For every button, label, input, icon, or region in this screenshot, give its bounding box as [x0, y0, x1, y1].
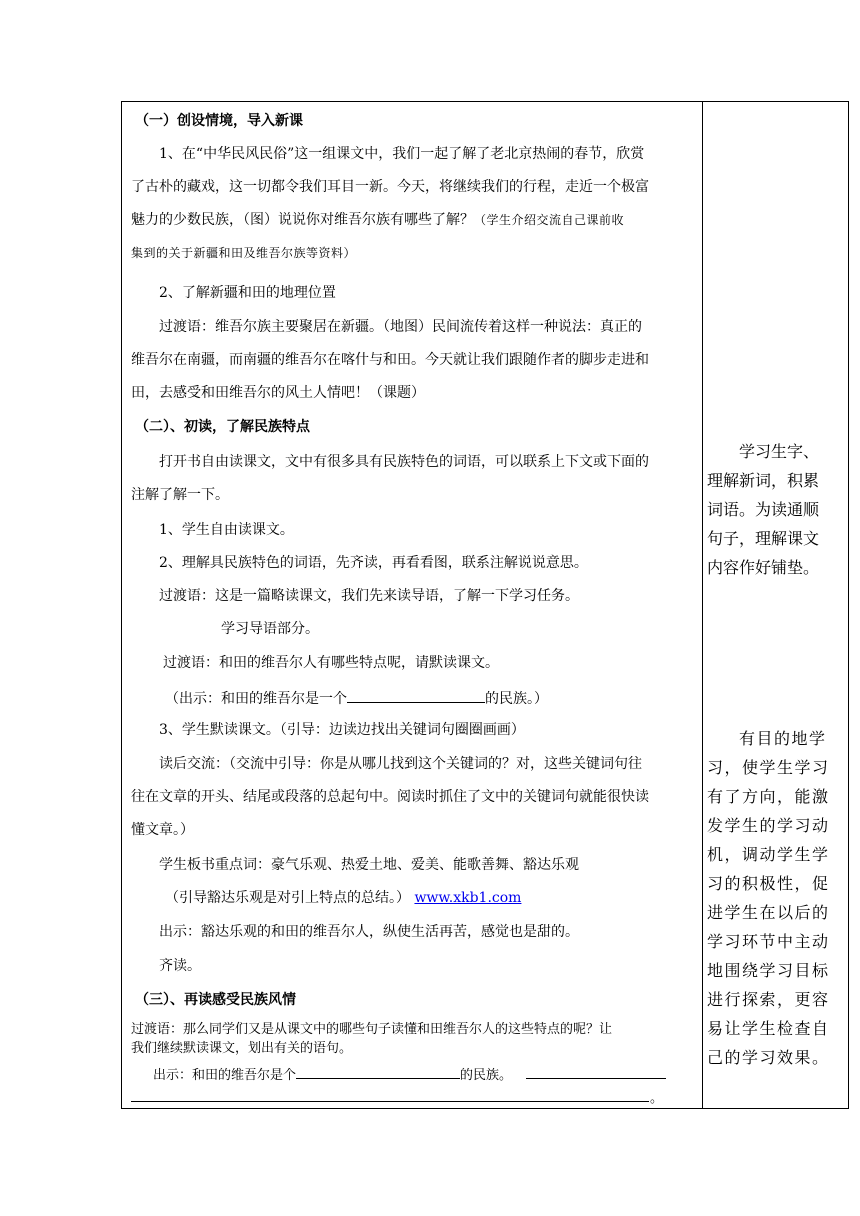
section3-transition-line1: 过渡语：那么同学们又是从课文中的哪些句子读懂和田维吾尔人的这些特点的呢？让: [131, 1022, 613, 1037]
note2-line: 习，使学生学习: [707, 758, 830, 777]
lesson-plan-table: [121, 101, 849, 1109]
note1-line: 句子，理解课文: [707, 529, 820, 548]
section1-p3-line1: 过渡语：维吾尔族主要聚居在新疆。（地图）民间流传着这样一种说法：真正的: [159, 319, 642, 335]
fill-in-blank: [526, 1064, 666, 1079]
section2-board: 学生板书重点词：豪气乐观、热爱土地、爱美、能歌善舞、豁达乐观: [159, 857, 579, 873]
section3-show-post: 的民族。: [460, 1068, 513, 1083]
section2-heading: （二）、初读，了解民族特点: [135, 419, 310, 435]
design-note-2: [703, 724, 848, 1072]
fill-in-line: [131, 1101, 649, 1102]
section3-transition-line2: 我们继续默读课文，划出有关的语句。: [131, 1041, 353, 1056]
section2-discuss-line2: 往在文章的开头、结尾或段落的总起句中。阅读时抓住了文中的关键词句就能很快读: [131, 789, 649, 805]
section3-end-mark: 。: [650, 1091, 664, 1106]
teaching-process-cell: [122, 102, 703, 1109]
section1-p2: 2、了解新疆和田的地理位置: [159, 285, 336, 301]
design-note-1: [703, 437, 848, 582]
section2-intro-line1: 打开书自由读课文，文中有很多具有民族特色的词语，可以联系上下文或下面的: [159, 454, 649, 470]
section2-show1-post: 的民族。）: [485, 691, 548, 707]
section1-p1-line3: [131, 211, 624, 229]
xkb1-link[interactable]: www.xkb1.com: [414, 890, 522, 906]
note2-line: 进行探索，更容: [707, 990, 830, 1009]
section2-summary-line: [165, 889, 521, 907]
section2-guide: 学习导语部分。: [221, 621, 319, 637]
section2-summary: （引导豁达乐观是对引上特点的总结。）: [165, 890, 410, 906]
section2-discuss-line3: 懂文章。）: [131, 822, 194, 838]
section2-show1-pre: （出示：和田的维吾尔是一个: [165, 691, 347, 707]
section1-heading: （一）创设情境，导入新课: [135, 113, 303, 129]
section3-show-pre: 出示：和田的维吾尔是个: [153, 1068, 297, 1083]
section1-p1-line3-text: 魅力的少数民族，（图）说说你对维吾尔族有哪些了解？: [131, 212, 474, 228]
section2-transition1: 过渡语：这是一篇略读课文，我们先来读导语，了解一下学习任务。: [159, 588, 579, 604]
note2-line: 己的学习效果。: [707, 1048, 830, 1067]
design-intent-cell: [703, 102, 849, 1109]
section1-p1-line2: 了古朴的藏戏，这一切都令我们耳目一新。今天，将继续我们的行程，走近一个极富: [131, 179, 649, 195]
note2-line: 有目的地学: [739, 729, 827, 748]
note2-line: 学习环节中主动: [707, 932, 830, 951]
section2-discuss-line1: 读后交流：（交流中引导：你是从哪儿找到这个关键词的？对，这些关键词句往: [159, 756, 642, 772]
section1-p1-line5: 集到的关于新疆和田及维吾尔族等资料）: [131, 246, 357, 260]
section1-p3-line2: 维吾尔在南疆，而南疆的维吾尔在喀什与和田。今天就让我们跟随作者的脚步走进和: [131, 352, 649, 368]
section1-p1-line1: 1、在“中华民风民俗”这一组课文中，我们一起了解了老北京热闹的春节，欣赏: [159, 146, 645, 162]
section1-p3-line3: 田，去感受和田维吾尔的风土人情吧！（课题）: [131, 385, 425, 401]
note2-line: 机，调动学生学: [707, 845, 830, 864]
note1-line: 内容作好铺垫。: [707, 558, 820, 577]
note2-line: 发学生的学习动: [707, 816, 830, 835]
note1-line: 词语。为读通顺: [707, 500, 820, 519]
section2-show1: [165, 688, 548, 708]
section2-step3: 3、学生默读课文。（引导：边读边找出关键词句圈圈画画）: [159, 722, 525, 738]
note1-line: 学习生字、: [739, 442, 820, 461]
fill-in-blank: [296, 1064, 460, 1079]
section2-step1: 1、学生自由读课文。: [159, 522, 294, 538]
section2-show2: 出示：豁达乐观的和田的维吾尔人，纵使生活再苦，感觉也是甜的。: [159, 924, 579, 940]
section2-transition2: 过渡语：和田的维吾尔人有哪些特点呢，请默读课文。: [163, 655, 499, 671]
note2-line: 地围绕学习目标: [707, 961, 830, 980]
section1-p1-note: （学生介绍交流自己课前收: [474, 213, 625, 227]
section3-heading: （三）、再读感受民族风情: [135, 992, 296, 1008]
section2-intro-line2: 注解了解一下。: [131, 487, 229, 503]
note2-line: 进学生在以后的: [707, 903, 830, 922]
note2-line: 易让学生检查自: [707, 1019, 830, 1038]
section2-read-together: 齐读。: [159, 958, 201, 974]
section2-step2: 2、理解具民族特色的词语，先齐读，再看看图，联系注解说说意思。: [159, 555, 588, 571]
section3-show: [153, 1064, 666, 1085]
fill-in-blank: [347, 688, 485, 703]
note2-line: 习的积极性，促: [707, 874, 830, 893]
note1-line: 理解新词，积累: [707, 471, 820, 490]
note2-line: 有了方向，能激: [707, 787, 830, 806]
